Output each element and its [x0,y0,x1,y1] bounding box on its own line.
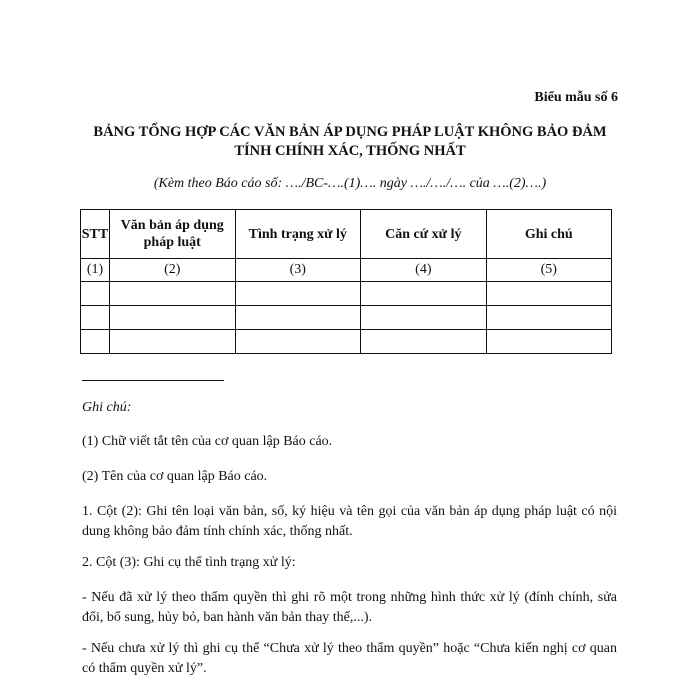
header-notes: Ghi chú [486,210,611,259]
column-number-row [81,259,612,282]
note-item: (2) Tên của cơ quan lập Báo cáo. [82,469,268,484]
table-header-row [81,210,612,259]
table-row [81,306,612,330]
header-handling-basis: Căn cứ xử lý [361,210,486,259]
table-cell [361,282,486,306]
table-cell [486,306,611,330]
table-cell [81,306,110,330]
table-row [81,330,612,354]
header-stt: STT [81,210,110,259]
note-item: (1) Chữ viết tắt tên của cơ quan lập Báo cáo. [82,434,333,449]
column-number: (1) [81,259,110,282]
table-cell [235,330,361,354]
table-cell [361,306,486,330]
table-cell [486,330,611,354]
table-cell [361,330,486,354]
title-line-2: TÍNH CHÍNH XÁC, THỐNG NHẤT [234,143,466,159]
document-title [60,123,640,161]
column-number: (4) [361,259,486,282]
note-item: 2. Cột (3): Ghi cụ thể tình trạng xử lý: [82,555,296,570]
note-item: - Nếu đã xử lý theo thẩm quyền thì ghi rõ một trong những hình thức xử lý (đính chính, sửa đổi, bổ sung, hủy bỏ, ban hành văn bản thay thế,...). [82,590,617,625]
form-number: Biểu mẫu số 6 [534,90,618,105]
note-item: 1. Cột (2): Ghi tên loại văn bản, số, ký hiệu và tên gọi của văn bản áp dụng pháp luật có nội dung không bảo đảm tính chính xác, thống nhất. [82,504,617,539]
table-row [81,282,612,306]
header-legal-document: Văn bản áp dụng pháp luật [109,210,235,259]
column-number: (5) [486,259,611,282]
table-cell [486,282,611,306]
table-cell [109,282,235,306]
title-line-1: BẢNG TỔNG HỢP CÁC VĂN BẢN ÁP DỤNG PHÁP LUẬT KHÔNG BẢO ĐẢM [93,124,607,140]
notes-label: Ghi chú: [82,400,132,415]
table-cell [109,306,235,330]
table-cell [81,330,110,354]
summary-table [80,209,612,354]
table-cell [235,282,361,306]
table-cell [109,330,235,354]
header-handling-status: Tình trạng xử lý [235,210,361,259]
table-cell [81,282,110,306]
column-number: (2) [109,259,235,282]
note-item: - Nếu chưa xử lý thì ghi cụ thể “Chưa xử lý theo thẩm quyền” hoặc “Chưa kiến nghị cơ quan có thẩm quyền xử lý”. [82,641,617,676]
table-cell [235,306,361,330]
column-number: (3) [235,259,361,282]
footnote-divider [82,380,224,381]
document-subtitle: (Kèm theo Báo cáo số: …./BC-….(1)…. ngày …./…./…. của ….(2)….) [153,176,547,191]
